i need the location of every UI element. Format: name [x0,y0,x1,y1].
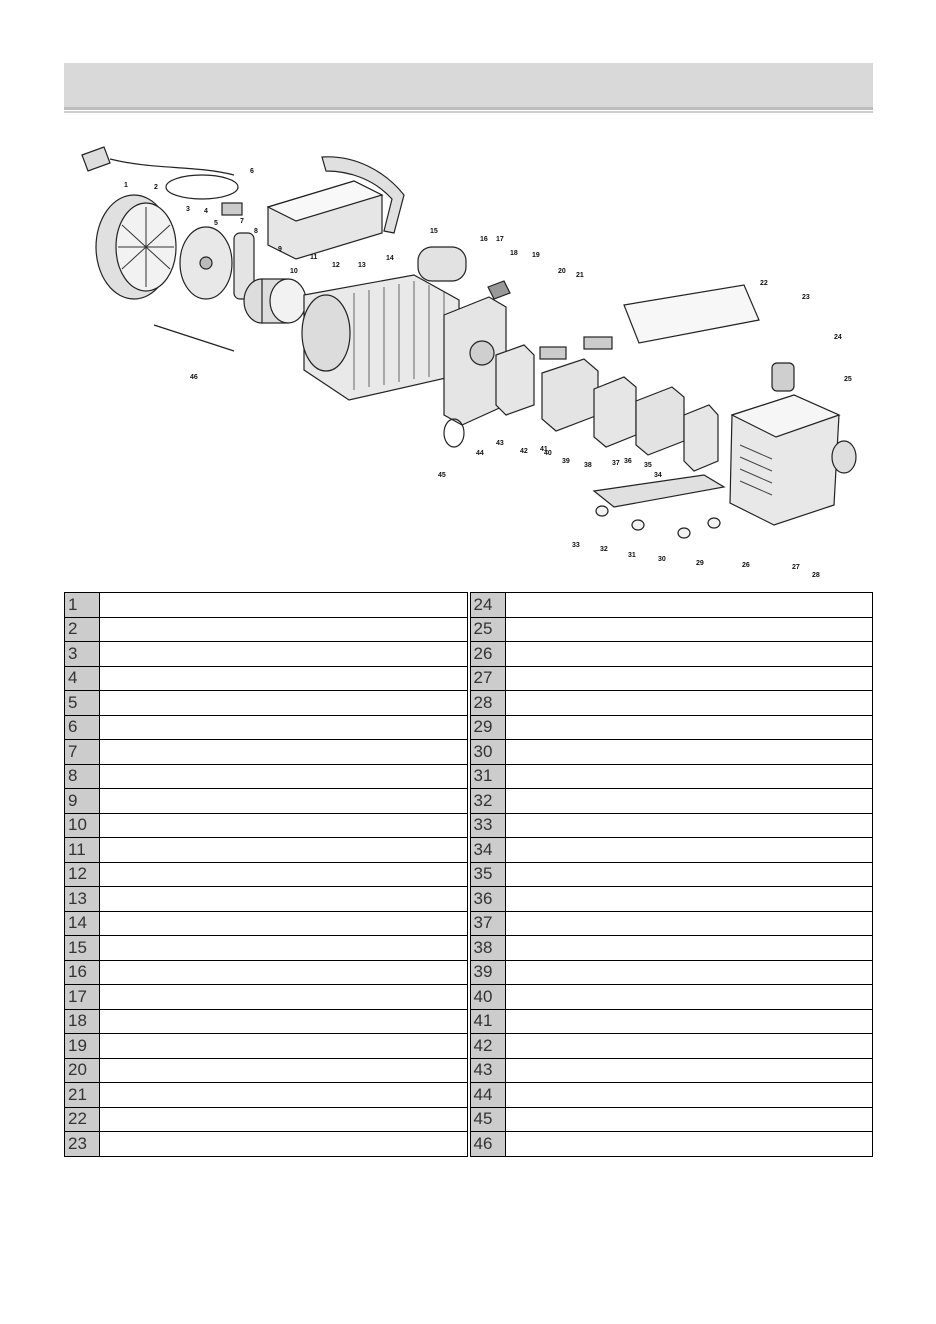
part-number: 10 [65,813,100,838]
part-description [505,642,873,667]
parts-list-table [64,592,873,1157]
part-description [505,936,873,961]
part-number: 18 [65,1009,100,1034]
callout-label: 25 [844,376,852,383]
part-description [505,593,873,618]
part-number: 2 [65,617,100,642]
part-description [505,789,873,814]
part-number: 12 [65,862,100,887]
callout-label: 17 [496,236,504,243]
parts-table-row [65,593,873,618]
part-description [100,617,468,642]
part-description [505,911,873,936]
callout-label: 40 [544,450,552,457]
parts-table-row [65,862,873,887]
part-description [505,1034,873,1059]
parts-table-row [65,813,873,838]
part-number: 39 [470,960,505,985]
part-description [100,1107,468,1132]
part-number: 40 [470,985,505,1010]
callout-label: 6 [250,168,254,175]
part-description [505,764,873,789]
part-number: 7 [65,740,100,765]
callout-label: 26 [742,562,750,569]
part-description [100,593,468,618]
callout-label: 15 [430,228,438,235]
part-number: 36 [470,887,505,912]
part-number: 33 [470,813,505,838]
part-description [505,862,873,887]
callout-label: 33 [572,542,580,549]
callout-label: 31 [628,552,636,559]
part-number: 16 [65,960,100,985]
part-description [505,691,873,716]
callout-label: 9 [278,246,282,253]
part-number: 8 [65,764,100,789]
parts-table-row [65,1107,873,1132]
part-number: 11 [65,838,100,863]
part-number: 26 [470,642,505,667]
part-description [505,887,873,912]
parts-table-row [65,936,873,961]
parts-table-row [65,985,873,1010]
callout-label: 35 [644,462,652,469]
part-number: 4 [65,666,100,691]
part-description [100,960,468,985]
parts-table-row [65,838,873,863]
callout-label: 37 [612,460,620,467]
callout-label: 14 [386,255,394,262]
callout-label: 5 [214,220,218,227]
callout-label: 41 [540,446,548,453]
callout-label: 28 [812,572,820,579]
part-description [100,1034,468,1059]
part-number: 1 [65,593,100,618]
part-number: 24 [470,593,505,618]
parts-table-row [65,887,873,912]
callout-label: 20 [558,268,566,275]
part-description [100,813,468,838]
part-number: 35 [470,862,505,887]
part-description [100,1083,468,1108]
part-number: 31 [470,764,505,789]
part-number: 44 [470,1083,505,1108]
parts-table-row [65,1034,873,1059]
parts-table-row [65,666,873,691]
callout-label: 30 [658,556,666,563]
part-description [100,691,468,716]
callout-label: 3 [186,206,190,213]
part-number: 15 [65,936,100,961]
callout-label: 22 [760,280,768,287]
part-description [505,960,873,985]
callout-label: 42 [520,448,528,455]
part-description [505,1009,873,1034]
callout-label: 27 [792,564,800,571]
part-description [100,1058,468,1083]
part-description [505,666,873,691]
part-description [505,985,873,1010]
callout-label: 32 [600,546,608,553]
part-number: 22 [65,1107,100,1132]
part-description [505,838,873,863]
callout-label: 11 [310,254,318,261]
callout-label: 2 [154,184,158,191]
part-number: 14 [65,911,100,936]
part-description [100,789,468,814]
callout-label: 1 [124,182,128,189]
callout-label: 43 [496,440,504,447]
part-description [100,1009,468,1034]
callout-label: 34 [654,472,662,479]
part-number: 6 [65,715,100,740]
part-description [100,911,468,936]
part-number: 41 [470,1009,505,1034]
part-number: 29 [470,715,505,740]
part-description [100,862,468,887]
part-number: 9 [65,789,100,814]
callout-label: 10 [290,268,298,275]
part-description [505,740,873,765]
part-description [100,1132,468,1157]
callout-label: 46 [190,374,198,381]
part-description [100,642,468,667]
callout-label: 39 [562,458,570,465]
part-description [505,813,873,838]
callout-label: 13 [358,262,366,269]
parts-table-row [65,764,873,789]
part-number: 25 [470,617,505,642]
part-description [505,1107,873,1132]
part-number: 13 [65,887,100,912]
part-description [100,740,468,765]
part-number: 20 [65,1058,100,1083]
callout-label: 44 [476,450,484,457]
callout-label: 18 [510,250,518,257]
parts-table-row [65,1058,873,1083]
callout-label: 7 [240,218,244,225]
part-number: 28 [470,691,505,716]
part-number: 3 [65,642,100,667]
part-description [505,1058,873,1083]
header-divider [64,111,873,113]
part-description [100,985,468,1010]
part-description [505,715,873,740]
parts-table-row [65,1132,873,1157]
exploded-view-drawing [64,115,873,581]
part-number: 32 [470,789,505,814]
part-number: 17 [65,985,100,1010]
part-description [505,617,873,642]
callout-label: 38 [584,462,592,469]
callout-label: 8 [254,228,258,235]
callout-label: 36 [624,458,632,465]
part-number: 43 [470,1058,505,1083]
callout-label: 23 [802,294,810,301]
part-number: 5 [65,691,100,716]
callout-label: 29 [696,560,704,567]
part-number: 42 [470,1034,505,1059]
parts-table-row [65,617,873,642]
callout-label: 16 [480,236,488,243]
part-description [100,887,468,912]
exploded-view-diagram [64,115,873,581]
part-number: 34 [470,838,505,863]
part-number: 30 [470,740,505,765]
part-number: 21 [65,1083,100,1108]
parts-table-row [65,960,873,985]
part-description [100,936,468,961]
callout-label: 4 [204,208,208,215]
part-description [100,764,468,789]
callout-label: 45 [438,472,446,479]
section-header-bar [64,63,873,110]
callout-label: 21 [576,272,584,279]
parts-table-row [65,715,873,740]
part-number: 45 [470,1107,505,1132]
parts-table-row [65,911,873,936]
callout-label: 24 [834,334,842,341]
part-number: 27 [470,666,505,691]
part-number: 37 [470,911,505,936]
part-description [100,666,468,691]
part-description [100,838,468,863]
parts-table-row [65,1083,873,1108]
parts-table-row [65,691,873,716]
part-number: 19 [65,1034,100,1059]
parts-table-row [65,1009,873,1034]
part-number: 38 [470,936,505,961]
parts-table-row [65,740,873,765]
part-description [505,1132,873,1157]
part-description [505,1083,873,1108]
callout-label: 19 [532,252,540,259]
callout-label: 12 [332,262,340,269]
part-description [100,715,468,740]
parts-table-row [65,789,873,814]
part-number: 46 [470,1132,505,1157]
parts-table-row [65,642,873,667]
part-number: 23 [65,1132,100,1157]
